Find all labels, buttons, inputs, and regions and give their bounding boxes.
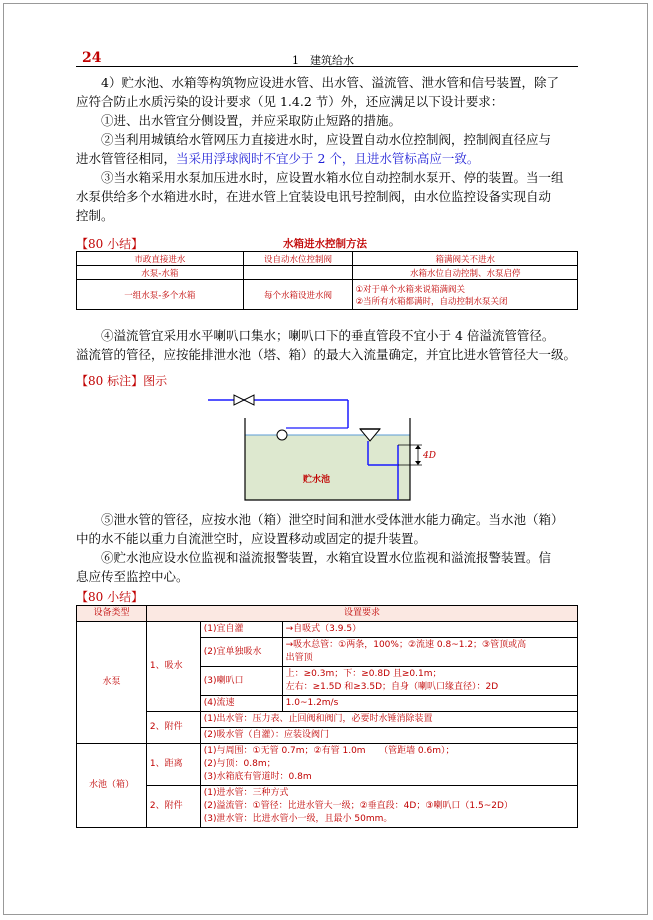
table-cell (282, 667, 577, 696)
cell-line: (1)与周围：①无管 0.7m；②有管 1.0m （管距墙 0.6m）； (203, 746, 455, 756)
table-row (77, 280, 578, 310)
table-cell: 一组水泵-多个水箱 (77, 280, 244, 310)
highlight-text: 当采用浮球阀时不宜少于 2 个，且进水管标高应一致。 (176, 151, 480, 166)
pool-label: 贮水池 (303, 475, 331, 485)
table-cell (200, 744, 577, 786)
text-line: 溢流管的管径，应按能排泄水池（塔、箱）的最大入流量确定，并宜比进水管管径大一级。 (76, 347, 577, 362)
table-cell: (3)喇叭口 (200, 667, 282, 696)
text-line: ⑥贮水池应设水位监视和溢流报警装置，水箱宜设置水位监视和溢流报警装置。信 (101, 550, 552, 565)
paragraph-block-1 (76, 73, 581, 225)
table-cell: 市政直接进水 (77, 252, 244, 266)
cell-line: (2)溢流管：①管径：比进水管大一级；②垂直段：4D；③喇叭口（1.5~2D） (203, 801, 513, 811)
dim-label: 4D (423, 451, 436, 461)
cell-line: →吸水总管：①两条，100%；②流速 0.8~1.2；③管顶或高 (285, 640, 527, 650)
valve-icon (234, 395, 244, 405)
dim-arrow (415, 445, 421, 449)
table-equipment-requirements (76, 605, 578, 828)
table-cell (243, 266, 353, 280)
text-line: 控制。 (76, 208, 114, 223)
table-row (77, 606, 578, 622)
table-cell: (2)吸水管（自灌）：应装设阀门 (200, 728, 577, 744)
table-cell: 水池（箱） (77, 744, 147, 828)
paragraph-block-3 (76, 510, 581, 586)
cell-line: (3)泄水管：比进水管小一级，且最小 50mm。 (203, 814, 393, 824)
table-cell: (1)宜自灌 (200, 622, 282, 638)
table-cell (200, 786, 577, 828)
table-header-cell: 设备类型 (77, 606, 147, 622)
table-inlet-control (76, 251, 578, 310)
cell-line: 上：≥0.3m；下：≥0.8D 且≥0.1m； (285, 669, 442, 679)
text-line: 水泵供给多个水箱进水时，在进水管上宜装设电讯号控制阀，由水位监控设备实现自动 (76, 189, 552, 204)
table-row (77, 622, 578, 638)
text-line: 中的水不能以重力自流泄空时，应设置移动或固定的提升装置。 (76, 531, 427, 546)
water-body (245, 435, 410, 500)
table-cell: 2、附件 (146, 786, 200, 828)
float-ball-icon (277, 430, 287, 440)
cell-line: ②当所有水箱都满时，自动控制水泵关闭 (355, 296, 508, 307)
table-cell (282, 638, 577, 667)
table-header-cell: 设置要求 (146, 606, 577, 622)
table-cell: 箱满阀关不进水 (353, 252, 578, 266)
header-rule (76, 66, 578, 67)
table-cell: 1、吸水 (146, 622, 200, 712)
table-cell (353, 280, 578, 310)
page-number: 24 (82, 50, 102, 66)
text-span: 进水管管径相同， (76, 151, 177, 166)
table-cell: →自吸式（3.9.5） (282, 622, 577, 638)
table-row (77, 252, 578, 266)
cell-line: (3)水箱底有管道时：0.8m (203, 772, 312, 782)
summary-tag-2: 【80 小结】 (76, 590, 144, 604)
table-cell: 设自动水位控制阀 (243, 252, 353, 266)
cell-line: ①对于单个水箱来说箱满阀关 (355, 284, 466, 295)
table-cell: 水泵-水箱 (77, 266, 244, 280)
overflow-pipe-diagram (200, 388, 450, 508)
summary-tag-1: 【80 小结】 (76, 237, 144, 251)
cell-line: 左右：≥1.5D 和≥3.5D；自身（喇叭口缘直径）：2D (285, 682, 499, 692)
text-line: ①进、出水管宜分侧设置，并应采取防止短路的措施。 (101, 113, 402, 128)
table-cell: 水箱水位自动控制、水泵启停 (353, 266, 578, 280)
text-line: 息应传至监控中心。 (76, 569, 189, 584)
table-cell: 1、距离 (146, 744, 200, 786)
text-line: ③当水箱采用水泵加压进水时，应设置水箱水位自动控制水泵开、停的装置。当一组 (101, 170, 564, 185)
table-cell: (4)流速 (200, 696, 282, 712)
table-row (77, 712, 578, 728)
text-line (76, 149, 581, 168)
paragraph-block-2 (76, 326, 581, 364)
table1-title: 水箱进水控制方法 (283, 238, 367, 250)
table-cell: 1.0~1.2m/s (282, 696, 577, 712)
annotation-tag: 【80 标注】图示 (76, 374, 168, 388)
text-line: ④溢流管宜采用水平喇叭口集水；喇叭口下的垂直管段不宜小于 4 倍溢流管管径。 (101, 328, 555, 343)
text-line: ⑤泄水管的管径，应按水池（箱）泄空时间和泄水受体泄水能力确定。当水池（箱） (101, 512, 564, 527)
table-row (77, 786, 578, 828)
text-line: 应符合防止水质污染的设计要求（见 1.4.2 节）外，还应满足以下设计要求： (76, 94, 504, 109)
chapter-title: 1 建筑给水 (292, 54, 354, 67)
table-cell: (2)宜单独吸水 (200, 638, 282, 667)
cell-line: (2)与顶：0.8m； (203, 759, 276, 769)
table-cell: 每个水箱设进水阀 (243, 280, 353, 310)
cell-line: (1)进水管：三种方式 (203, 788, 289, 798)
text-line: ②当利用城镇给水管网压力直接进水时，应设置自动水位控制阀，控制阀直径应与 (101, 132, 552, 147)
table-row (77, 744, 578, 786)
table-cell: 2、附件 (146, 712, 200, 744)
table-cell: 水泵 (77, 622, 147, 744)
cell-line: 出管顶 (285, 653, 313, 663)
dim-arrow (415, 461, 421, 465)
text-line: 4）贮水池、水箱等构筑物应设进水管、出水管、溢流管、泄水管和信号装置，除了 (101, 75, 559, 90)
valve-icon (244, 395, 254, 405)
table-cell: (1)出水管：压力表、止回阀和阀门，必要时水锤消除装置 (200, 712, 577, 728)
table-row (77, 266, 578, 280)
